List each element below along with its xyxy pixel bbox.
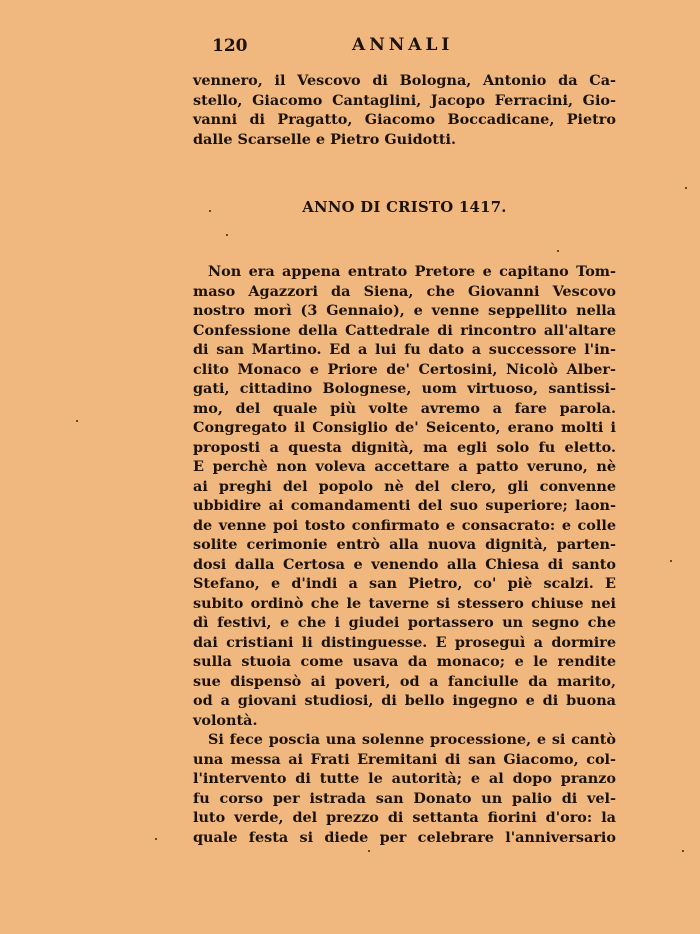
text-line: mo, del quale più volte avremo a fare parola.: [193, 399, 616, 417]
scan-speck: [155, 838, 157, 840]
text-line: dai cristiani li distinguesse. E proseguì a dormire: [193, 633, 616, 651]
text-line: quale festa si diede per celebrare l'anniversario: [193, 828, 616, 846]
page-number: 120: [212, 36, 248, 56]
text-line: vanni di Pragatto, Giacomo Boccadicane, Pietro: [193, 111, 616, 128]
text-line: sue dispensò ai poveri, od a fanciulle da marito,: [193, 672, 616, 690]
section-heading: ANNO DI CRISTO 1417.: [302, 199, 507, 216]
text-line: sulla stuoia come usava da monaco; e le rendite: [193, 653, 616, 670]
text-line: Non era appena entrato Pretore e capitano Tom-: [208, 263, 616, 280]
text-line: volontà.: [193, 711, 258, 729]
text-line: maso Agazzori da Siena, che Giovanni Vescovo: [193, 282, 616, 300]
text-line: Congregato il Consiglio de' Seicento, erano molti i: [193, 419, 616, 436]
text-line: vennero, il Vescovo di Bologna, Antonio da Ca-: [193, 72, 616, 89]
scan-speck: [209, 210, 211, 212]
text-line: Stefano, e d'indi a san Pietro, co' piè scalzi. E: [193, 575, 616, 592]
text-line: l'intervento di tutte le autorità; e al dopo pranzo: [193, 770, 616, 787]
running-title: ANNALI: [352, 35, 454, 55]
text-line: Si fece poscia una solenne processione, e si cantò: [208, 731, 616, 748]
text-line: od a giovani studiosi, di bello ingegno e di buona: [193, 692, 616, 709]
text-line: proposti a questa dignità, ma egli solo fu eletto.: [193, 438, 616, 456]
text-line: clito Monaco e Priore de' Certosini, Nicolò Alber-: [193, 360, 616, 378]
text-line: dalle Scarselle e Pietro Guidotti.: [193, 130, 457, 148]
text-line: di san Martino. Ed a lui fu dato a successore l'in-: [193, 341, 616, 358]
scan-speck: [670, 560, 672, 562]
text-line: subito ordinò che le taverne si stessero chiuse nei: [193, 594, 616, 612]
text-line: nostro morì (3 Gennaio), e venne seppellito nella: [193, 302, 616, 319]
text-line: solite cerimonie entrò alla nuova dignità, parten-: [193, 536, 616, 553]
intro-paragraph: [193, 71, 616, 149]
text-line: luto verde, del prezzo di settanta fiorini d'oro: la: [193, 809, 616, 826]
text-line: E perchè non voleva accettare a patto veruno, nè: [193, 458, 616, 475]
text-line: Confessione della Cattedrale di rincontro all'altare: [193, 321, 616, 339]
scan-speck: [76, 420, 78, 422]
scan-speck: [682, 850, 684, 852]
text-line: ai preghi del popolo nè del clero, gli convenne: [193, 477, 616, 495]
scan-speck: [557, 250, 559, 252]
text-line: de venne poi tosto confirmato e consacrato: e colle: [193, 516, 616, 534]
text-line: fu corso per istrada san Donato un palio di vel-: [193, 789, 616, 807]
text-line: dì festivi, e che i giudei portassero un segno che: [193, 614, 616, 631]
text-line: gati, cittadino Bolognese, uom virtuoso, santissi-: [193, 380, 616, 397]
text-line: una messa ai Frati Eremitani di san Giacomo, col-: [193, 750, 616, 768]
body-text: [193, 262, 616, 847]
text-line: dosi dalla Certosa e venendo alla Chiesa di santo: [193, 555, 616, 573]
scan-speck: [368, 850, 370, 852]
text-line: stello, Giacomo Cantaglini, Jacopo Ferracini, Gio-: [193, 91, 616, 109]
text-line: ubbidire ai comandamenti del suo superiore; laon-: [193, 497, 616, 514]
scan-speck: [685, 187, 687, 189]
scan-speck: [226, 234, 228, 236]
running-head: [212, 36, 612, 58]
